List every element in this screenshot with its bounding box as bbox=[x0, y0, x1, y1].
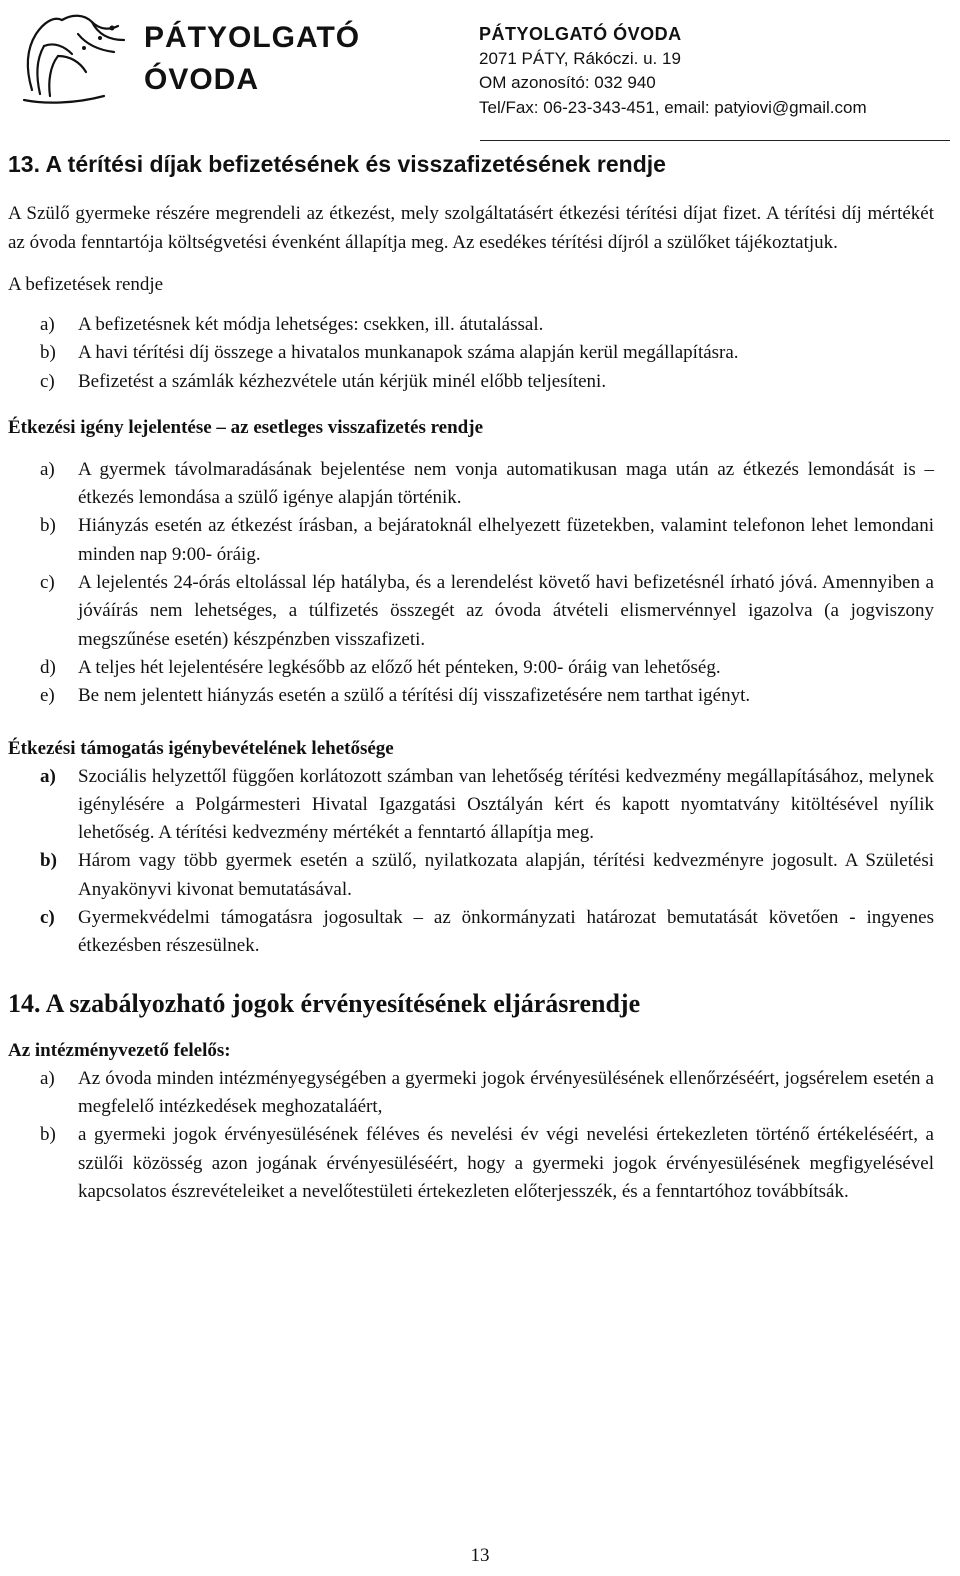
page-number: 13 bbox=[470, 1545, 490, 1566]
logo-title: PÁTYOLGATÓ bbox=[144, 21, 361, 54]
list-marker: b) bbox=[40, 850, 57, 872]
kindergarten-logo bbox=[14, 4, 394, 110]
list-text: Gyermekvédelmi támogatásra jogosultak – az önkormányzati határozat bemutatását követően - ingyenes étkezésben részesülnek. bbox=[78, 907, 934, 957]
list-item bbox=[8, 654, 934, 682]
list-item bbox=[8, 512, 934, 569]
list-marker: b) bbox=[40, 1124, 56, 1146]
list-text: Hiányzás esetén az étkezést írásban, a bejáratoknál elhelyezett füzetekben, valamint telefonon lehet lemondani minden nap 9:00- óráig. bbox=[78, 515, 934, 565]
list-item bbox=[8, 339, 934, 367]
page-header bbox=[0, 0, 960, 140]
list-item bbox=[8, 368, 934, 396]
list-text: Szociális helyzettől függően korlátozott számban van lehetőség térítési kedvezmény megállapításához, melynek igénylésére a Polgármesteri Hivatal Igazgatási Osztályán kért és kapott nyomtatvány kitöltésével nyílik lehetőség. A térítési kedvezmény mértékét a fenntartó állapítja meg. bbox=[78, 765, 934, 844]
header-divider bbox=[480, 140, 950, 141]
list-item bbox=[8, 569, 934, 654]
list-item bbox=[8, 904, 934, 961]
list-text: a gyermeki jogok érvényesülésének féléves és nevelési év végi nevelési értekezleten történő értékeléséért, a szülői közösség azon jogának érvényesüléséért, hogy a gyermeki jogok érvényesülésének megfigyelésével kapcsolatos észrevételeiket a nevelőtestületi értekezleten előterjesszék, és a fenntartóhoz továbbítsák. bbox=[78, 1124, 934, 1202]
list-text: A lejelentés 24-órás eltolással lép hatályba, és a lerendelést követő havi befizetésnél írható jóvá. Amennyiben a jóváírás nem lehetséges, a túlfizetés összegét az óvoda átvételi elismervénnyel igazolva (a jogviszony megszűnése esetén) készpénzben visszafizeti. bbox=[78, 572, 934, 650]
section-13-intro: A Szülő gyermeke részére megrendeli az étkezést, mely szolgáltatásért étkezési térítési díjat fizet. A térítési díj mértékét az óvoda fenntartója költségvetési évenként állapítja meg. Az esedékes térítési díjról a szülőket tájékoztatjuk. bbox=[8, 203, 934, 253]
list-item bbox=[8, 682, 934, 710]
payments-heading: A befizetések rendje bbox=[8, 274, 164, 295]
list-marker: a) bbox=[40, 458, 55, 480]
list-item bbox=[8, 847, 934, 904]
contact-address: 2071 PÁTY, Rákóczi. u. 19 bbox=[479, 48, 681, 68]
section-13-title: 13. A térítési díjak befizetésének és visszafizetésének rendje bbox=[8, 151, 666, 177]
list-text: A teljes hét lejelentésére legkésőbb az előző hét pénteken, 9:00- óráig van lehetőség. bbox=[78, 656, 721, 678]
responsibility-list bbox=[8, 1065, 934, 1206]
list-text: Három vagy több gyermek esetén a szülő, nyilatkozata alapján, térítési kedvezményre jogosult. A Születési Anyakönyvi kivonat bemutatásával. bbox=[78, 850, 934, 900]
list-marker: a) bbox=[40, 765, 56, 787]
list-marker: a) bbox=[40, 314, 55, 335]
contact-om: OM azonosító: 032 940 bbox=[479, 73, 656, 92]
list-text: Befizetést a számlák kézhezvétele után kérjük minél előbb teljesíteni. bbox=[78, 370, 607, 392]
list-marker: d) bbox=[40, 656, 56, 678]
section-14-title: 14. A szabályozható jogok érvényesítésének eljárásrendje bbox=[8, 988, 641, 1018]
list-item bbox=[8, 456, 934, 513]
list-item bbox=[8, 1065, 934, 1122]
support-list bbox=[8, 763, 934, 961]
list-marker: b) bbox=[40, 515, 56, 537]
responsibility-heading: Az intézményvezető felelős: bbox=[8, 1039, 231, 1061]
list-marker: b) bbox=[40, 342, 56, 364]
contact-block bbox=[479, 22, 924, 120]
list-item bbox=[8, 763, 934, 848]
logo-subtitle: ÓVODA bbox=[144, 63, 260, 96]
list-marker: e) bbox=[40, 685, 55, 707]
list-item bbox=[8, 311, 934, 339]
list-text: A befizetésnek két módja lehetséges: csekken, ill. átutalással. bbox=[78, 314, 544, 335]
report-heading: Étkezési igény lejelentése – az esetleges visszafizetés rendje bbox=[8, 416, 484, 438]
list-marker: a) bbox=[40, 1067, 55, 1089]
contact-name: PÁTYOLGATÓ ÓVODA bbox=[479, 24, 682, 44]
list-text: A havi térítési díj összege a hivatalos munkanapok száma alapján kerül megállapításra. bbox=[78, 342, 739, 364]
list-text: Az óvoda minden intézményegységében a gyermeki jogok érvényesülésének ellenőrzéséért, jogsérelem esetén a megfelelő intézkedések meghozataláért, bbox=[78, 1067, 934, 1117]
list-item bbox=[8, 1121, 934, 1206]
contact-tel: Tel/Fax: 06-23-343-451, email: patyiovi@gmail.com bbox=[479, 97, 867, 117]
list-marker: c) bbox=[40, 907, 55, 929]
list-text: Be nem jelentett hiányzás esetén a szülő a térítési díj visszafizetésére nem tarthat igényt. bbox=[78, 685, 751, 707]
document-body bbox=[8, 148, 934, 1206]
report-list bbox=[8, 456, 934, 711]
support-heading: Étkezési támogatás igénybevételének lehetősége bbox=[8, 737, 394, 759]
dove-hand-logo-icon bbox=[14, 4, 139, 110]
payments-list bbox=[8, 311, 934, 396]
list-marker: c) bbox=[40, 572, 55, 594]
list-marker: c) bbox=[40, 370, 55, 392]
list-text: A gyermek távolmaradásának bejelentése nem vonja automatikusan maga után az étkezés lemondását is – étkezés lemondása a szülő igénye alapján történik. bbox=[78, 458, 934, 509]
